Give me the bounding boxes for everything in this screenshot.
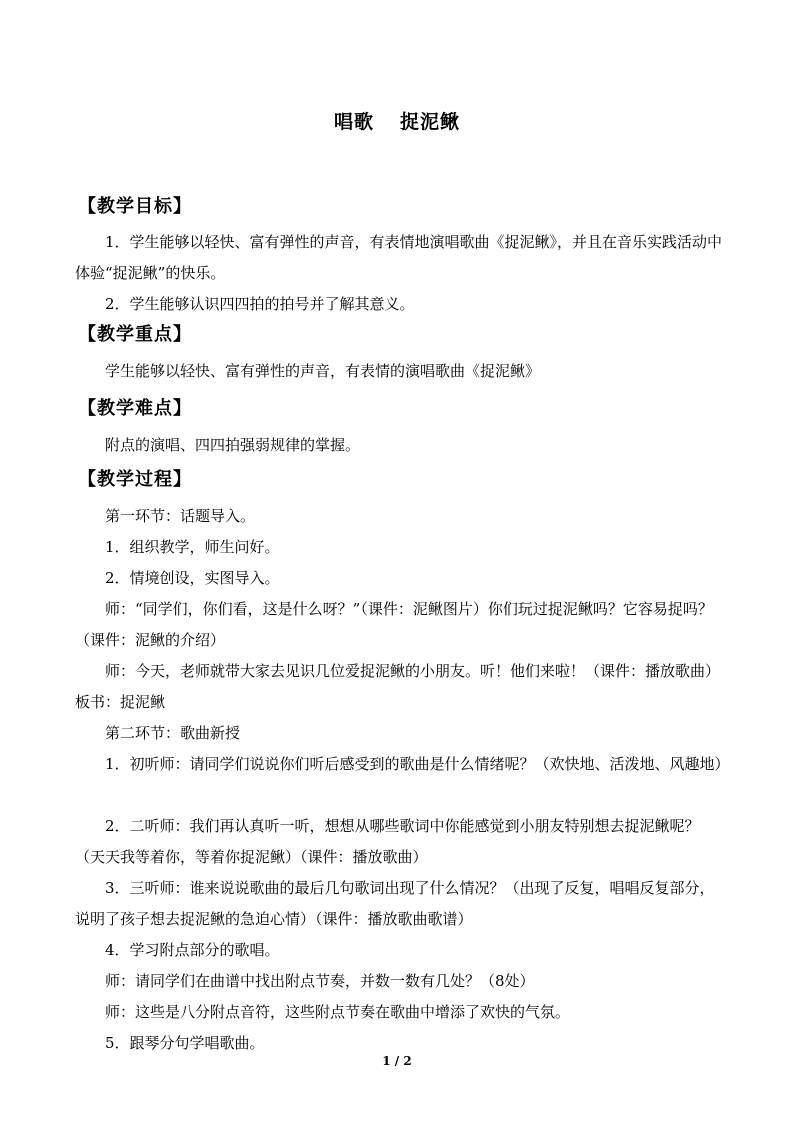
page-title — [0, 107, 794, 134]
process-item-1: 第一环节：话题导入。 — [105, 507, 256, 525]
process-item-11: 师：请同学们在曲谱中找出附点节奏，并数一数有几处？（8处） — [105, 972, 535, 990]
process-item-4: 师：“同学们，你们看，这是什么呀？”（课件：泥鳅图片）你们玩过捉泥鳅吗？它容易捉吗？（课件：泥鳅的介绍） — [75, 600, 713, 649]
process-item-5: 师：今天，老师就带大家去见识几位爱捉泥鳅的小朋友。听！他们来啦！（课件：播放歌曲）板书：捉泥鳅 — [75, 662, 721, 711]
goal-item-2: 2．学生能够认识四四拍的拍号并了解其意义。 — [105, 295, 415, 313]
page-number: 1 / 2 — [382, 1054, 412, 1068]
process-item-13: 5．跟琴分句学唱歌曲。 — [105, 1034, 265, 1052]
key-points-text: 学生能够以轻快、富有弹性的声音，有表情的演唱歌曲《捉泥鳅》 — [105, 362, 541, 380]
process-item-10: 4．学习附点部分的歌唱。 — [105, 941, 280, 959]
process-item-9: 3．三听师：谁来说说歌曲的最后几句歌词出现了什么情况？（出现了反复，唱唱反复部分，说明了孩子想去捉泥鳅的急迫心情）（课件：播放歌曲歌谱） — [75, 879, 715, 928]
title-part-1: 唱歌 — [333, 111, 374, 133]
title-part-2: 捉泥鳅 — [400, 111, 461, 133]
heading-process: 【教学过程】 — [78, 469, 192, 490]
difficulties-text: 附点的演唱、四四拍强弱规律的掌握。 — [105, 436, 361, 454]
process-item-6: 第二环节：歌曲新授 — [105, 724, 241, 742]
process-item-12: 师：这些是八分附点音符，这些附点节奏在歌曲中增添了欢快的气氛。 — [105, 1003, 571, 1021]
heading-goals: 【教学目标】 — [78, 196, 192, 217]
process-item-2: 1．组织教学，师生问好。 — [105, 538, 280, 556]
process-item-8: 2．二听师：我们再认真听一听，想想从哪些歌词中你能感觉到小朋友特别想去捉泥鳅呢？（天天我等着你，等着你捉泥鳅）（课件：播放歌曲） — [75, 817, 700, 866]
heading-difficulties: 【教学难点】 — [78, 398, 192, 419]
goal-item-1: 1．学生能够以轻快、富有弹性的声音，有表情地演唱歌曲《捉泥鳅》，并且在音乐实践活动中体验“捉泥鳅”的快乐。 — [75, 233, 723, 282]
heading-key-points: 【教学重点】 — [78, 324, 192, 345]
process-item-3: 2．情境创设，实图导入。 — [105, 569, 280, 587]
process-item-7: 1．初听师：请同学们说说你们听后感受到的歌曲是什么情绪呢？（欢快地、活泼地、风趣地） — [105, 755, 730, 773]
